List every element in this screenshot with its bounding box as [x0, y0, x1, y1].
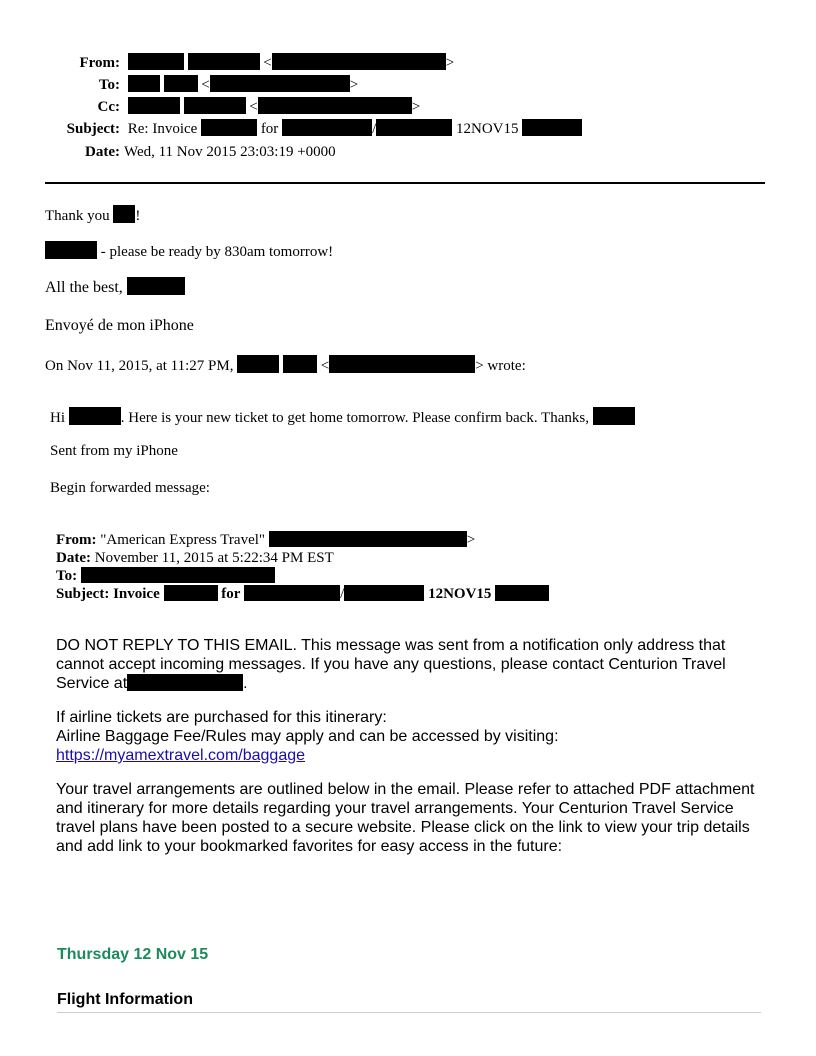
redacted-cc-email: [258, 97, 412, 114]
redacted-cc-last: [184, 97, 246, 114]
redacted-from-first: [128, 53, 184, 70]
fwd-date-value: November 11, 2015 at 5:22:34 PM EST: [94, 550, 334, 566]
reply-ready-line: [45, 241, 333, 261]
header-from-gt: >: [445, 55, 455, 71]
fwd-subject-slash: /: [340, 586, 345, 602]
header-cc-row: [0, 97, 420, 117]
reply-thanks-end: !: [135, 208, 141, 224]
reply-thanks-line: [45, 205, 140, 225]
header-subject-row: [0, 119, 582, 139]
header-from-label: From:: [79, 55, 120, 71]
redacted-subject-name-2: [376, 119, 452, 136]
redacted-ready-name: [45, 241, 97, 259]
header-subject-slash: /: [372, 121, 377, 137]
redacted-quote-first: [237, 355, 279, 373]
quoted-begin-forward: Begin forwarded message:: [50, 480, 210, 496]
itinerary-day-heading: Thursday 12 Nov 15: [57, 946, 209, 963]
notice-paragraph-2: [56, 708, 768, 765]
redacted-subject-code: [522, 119, 582, 136]
redacted-fwd-invoice: [164, 585, 218, 601]
redacted-quoted-name: [69, 407, 121, 425]
reply-sent-from: Envoyé de mon iPhone: [45, 317, 194, 334]
redacted-to-email: [210, 75, 350, 92]
redacted-to-last: [164, 75, 198, 92]
redacted-fwd-from-email: [269, 531, 467, 547]
fwd-to-label: To:: [56, 568, 78, 584]
header-date-row: [0, 142, 336, 162]
notice-p1-text: DO NOT REPLY TO THIS EMAIL. This message was sent from a notification only address that cannot accept incoming messages. If you have any questions, please contact Centurion Travel Service at: [56, 637, 726, 692]
redacted-subject-name-1: [282, 119, 372, 136]
header-from-row: [0, 53, 454, 73]
redacted-to-first: [128, 75, 160, 92]
redacted-phone-number: [127, 674, 243, 691]
flight-information-heading: Flight Information: [57, 991, 193, 1008]
fwd-date-row: [56, 549, 334, 567]
fwd-subject-date: 12NOV15: [428, 586, 492, 602]
quote-intro-gt: >: [475, 358, 484, 374]
header-subject-for: for: [260, 121, 279, 137]
redacted-thanks-name: [113, 205, 135, 223]
reply-signoff-text: All the best,: [45, 279, 123, 296]
fwd-from-name: "American Express Travel": [100, 532, 266, 548]
notice-paragraph-3: Your travel arrangements are outlined below in the email. Please refer to attached PDF attachment and itinerary for more details regarding your travel arrangements. Your Centurion Travel Service travel plans have been posted to a secure website. Please click on the link to view your trip details and add link to your bookmarked favorites for easy access in the future:: [56, 781, 755, 855]
notice-paragraph-1: [56, 636, 768, 693]
redacted-quote-email: [329, 355, 475, 373]
header-divider: [45, 182, 765, 184]
redacted-fwd-name-1: [244, 585, 340, 601]
header-cc-gt: >: [411, 99, 421, 115]
header-from-lt: <: [263, 55, 272, 71]
header-date-label: Date:: [85, 144, 120, 160]
quote-intro-text: On Nov 11, 2015, at 11:27 PM,: [45, 358, 234, 374]
redacted-quote-last: [283, 355, 317, 373]
fwd-subject-for: for: [221, 586, 241, 602]
redacted-from-last: [188, 53, 260, 70]
quote-intro-wrote: wrote:: [487, 358, 526, 374]
notice-p1-end: .: [243, 675, 248, 692]
header-cc-lt: <: [249, 99, 258, 115]
quote-intro-line: [45, 355, 526, 375]
reply-thanks-text: Thank you: [45, 208, 110, 224]
redacted-invoice-number: [201, 119, 257, 136]
reply-ready-text: - please be ready by 830am tomorrow!: [100, 244, 334, 260]
fwd-subject-label: Subject: Invoice: [56, 586, 160, 602]
notice-p2-line1: If airline tickets are purchased for this itinerary:: [56, 709, 387, 726]
fwd-from-row: [56, 531, 475, 549]
header-to-lt: <: [201, 77, 210, 93]
fwd-subject-row: [56, 585, 549, 603]
redacted-fwd-to-email: [81, 567, 275, 583]
quoted-message-line: [50, 407, 635, 427]
redacted-signoff-name: [127, 277, 185, 295]
section-divider: [57, 1012, 761, 1013]
header-to-row: [0, 75, 358, 95]
redacted-from-email: [272, 53, 446, 70]
header-cc-label: Cc:: [97, 99, 120, 115]
baggage-link[interactable]: https://myamextravel.com/baggage: [56, 747, 306, 764]
header-subject-date: 12NOV15: [455, 121, 519, 137]
header-subject-prefix: Re: Invoice: [127, 121, 198, 137]
header-to-label: To:: [98, 77, 120, 93]
redacted-quoted-signature: [593, 407, 635, 425]
fwd-date-label: Date:: [56, 550, 91, 566]
quote-intro-lt: <: [320, 358, 330, 374]
quoted-hi: Hi: [50, 410, 65, 426]
notice-p2-line2: Airline Baggage Fee/Rules may apply and can be accessed by visiting:: [56, 728, 559, 745]
reply-signoff-line: [45, 277, 185, 297]
header-subject-label: Subject:: [66, 121, 120, 137]
redacted-cc-first: [128, 97, 180, 114]
redacted-fwd-code: [495, 585, 549, 601]
header-to-gt: >: [349, 77, 359, 93]
fwd-from-label: From:: [56, 532, 97, 548]
fwd-to-row: [56, 567, 275, 585]
header-date-value: Wed, 11 Nov 2015 23:03:19 +0000: [124, 144, 336, 160]
quoted-sent-from: Sent from my iPhone: [50, 443, 178, 459]
redacted-fwd-name-2: [344, 585, 424, 601]
quoted-message-text: . Here is your new ticket to get home tomorrow. Please confirm back. Thanks,: [120, 410, 589, 426]
fwd-from-gt: >: [466, 532, 476, 548]
